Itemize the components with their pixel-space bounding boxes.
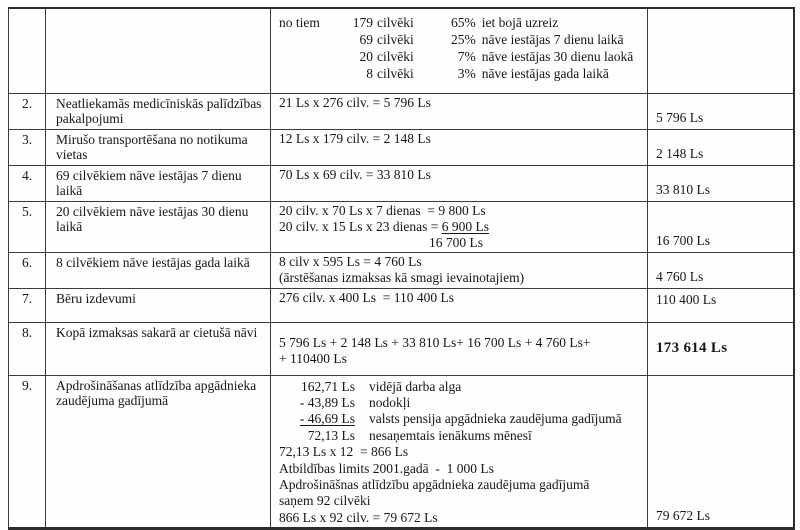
row-calculation-cell: [271, 375, 648, 529]
calc-line-prefix: 20 cilv. x 15 Ls x 23 dienas =: [279, 218, 442, 234]
breakdown-percent: 7%: [457, 49, 476, 64]
calc-subtotal-line: 16 700 Ls: [429, 234, 483, 250]
calc-line: saņem 92 cilvēki: [279, 493, 371, 509]
table-row-8: [9, 322, 794, 375]
breakdown-prefix: no tiem: [279, 15, 320, 30]
row-calculation-cell: [271, 252, 648, 288]
breakdown-line: [279, 48, 641, 65]
calc-pair-line: [279, 411, 641, 427]
row-total-cell: 5 796 Ls: [648, 93, 794, 129]
pair-label: vidējā darba alga: [369, 378, 462, 394]
breakdown-percent: 25%: [451, 32, 476, 47]
row-description-cell: Kopā izmaksas sakarā ar cietušā nāvi: [46, 322, 271, 375]
pair-amount: 162,71 Ls: [301, 378, 355, 394]
row-total-cell: 16 700 Ls: [648, 201, 794, 252]
breakdown-count: 179: [352, 15, 373, 30]
row-description-cell: Bēru izdevumi: [46, 288, 271, 322]
grand-total-value: 173 614 Ls: [656, 339, 728, 356]
calc-pair-line: [279, 428, 641, 444]
table-row-5: [9, 201, 794, 252]
table-row-continuation: [9, 8, 794, 93]
calc-line: 12 Ls x 179 cilv. = 2 148 Ls: [279, 130, 431, 146]
row-total-cell: 33 810 Ls: [648, 165, 794, 201]
casualty-breakdown: [279, 10, 641, 82]
calc-line: 72,13 Ls x 12 = 866 Ls: [279, 444, 409, 460]
row-description-cell: Apdrošināšanas atlīdzība apgādnieka zaudējuma gadījumā: [46, 375, 271, 529]
row-description-cell: Neatliekamās medicīniskās palīdzības pakalpojumi: [46, 93, 271, 129]
calc-line: Atbildības limits 2001.gadā - 1 000 Ls: [279, 460, 494, 476]
breakdown-text: nāve iestājas gada laikā: [481, 66, 609, 81]
row-calculation-cell: [271, 129, 648, 165]
row-description-cell: 20 cilvēkiem nāve iestājas 30 dienu laikā: [46, 201, 271, 252]
row-description-cell: 8 cilvēkiem nāve iestājas gada laikā: [46, 252, 271, 288]
table-row-6: [9, 252, 794, 288]
breakdown-percent: 65%: [451, 15, 476, 30]
row-number-cell: 2.: [9, 93, 46, 129]
table-row-7: [9, 288, 794, 322]
table-row-3: [9, 129, 794, 165]
calc-underlined-sum: 6 900 Ls: [441, 218, 489, 234]
calc-line: [279, 219, 641, 235]
breakdown-text: nāve iestājas 30 dienu laokā: [481, 49, 634, 64]
row-number-cell: 5.: [9, 201, 46, 252]
breakdown-text: iet bojā uzreiz: [481, 15, 559, 30]
pair-label: nesaņemtais ienākums mēnesī: [369, 427, 532, 443]
breakdown-unit: cilvēki: [377, 32, 414, 47]
calc-line: Apdrošināšnas atlīdzību apgādnieka zaudējuma gadījumā: [279, 476, 590, 492]
row-number-cell: [9, 8, 46, 93]
row-number-cell: 3.: [9, 129, 46, 165]
calc-line: 5 796 Ls + 2 148 Ls + 33 810 Ls+ 16 700 Ls + 4 760 Ls+: [279, 334, 591, 350]
row-number-cell: 6.: [9, 252, 46, 288]
calc-line: 866 Ls x 92 cilv. = 79 672 Ls: [279, 509, 438, 525]
calc-line: 276 cilv. x 400 Ls = 110 400 Ls: [279, 289, 454, 305]
row-total-cell: 4 760 Ls: [648, 252, 794, 288]
row-number-cell: 7.: [9, 288, 46, 322]
row-calculation-cell: [271, 201, 648, 252]
breakdown-line: [279, 65, 641, 82]
row-number-cell: 9.: [9, 375, 46, 529]
breakdown-line: [279, 31, 641, 48]
breakdown-count: 69: [359, 32, 373, 47]
row-description-cell: Mirušo transportēšana no notikuma vietas: [46, 129, 271, 165]
row-calculation-cell: [271, 8, 648, 93]
table-row-4: [9, 165, 794, 201]
row-total-cell: [648, 322, 794, 375]
table-row-9: [9, 375, 794, 529]
pair-label: valsts pensija apgādnieka zaudējuma gadījumā: [369, 411, 622, 427]
calc-sum-block: [279, 324, 641, 367]
calc-pair-line: [279, 379, 641, 395]
calc-line: + 110400 Ls: [279, 350, 347, 366]
breakdown-unit: cilvēki: [377, 66, 414, 81]
pair-amount-underlined: - 46,69 Ls: [299, 411, 355, 427]
calc-line: 20 cilv. x 70 Ls x 7 dienas = 9 800 Ls: [279, 202, 486, 218]
breakdown-count: 20: [359, 49, 373, 64]
row-calculation-cell: [271, 165, 648, 201]
calc-line: 8 cilv x 595 Ls = 4 760 Ls: [279, 253, 422, 269]
pair-amount: 72,13 Ls: [307, 427, 355, 443]
row-calculation-cell: [271, 288, 648, 322]
row-calculation-cell: [271, 93, 648, 129]
row-description-cell: [46, 8, 271, 93]
table-row-2: [9, 93, 794, 129]
breakdown-unit: cilvēki: [377, 49, 414, 64]
breakdown-count: 8: [366, 66, 373, 81]
calc-note-line: (ārstēšanas izmaksas kā smagi ievainotajiem): [279, 269, 525, 285]
breakdown-line: [279, 14, 641, 31]
row-calculation-cell: [271, 322, 648, 375]
row-total-cell: 2 148 Ls: [648, 129, 794, 165]
pair-amount: - 43,89 Ls: [299, 394, 355, 410]
breakdown-text: nāve iestājas 7 dienu laikā: [481, 32, 624, 47]
breakdown-unit: cilvēki: [377, 15, 414, 30]
calc-line: 70 Ls x 69 cilv. = 33 810 Ls: [279, 166, 431, 182]
row-total-cell: 110 400 Ls: [648, 288, 794, 322]
calc-pair-line: [279, 395, 641, 411]
calc-line: 21 Ls x 276 cilv. = 5 796 Ls: [279, 94, 431, 110]
row-description-cell: 69 cilvēkiem nāve iestājas 7 dienu laikā: [46, 165, 271, 201]
row-number-cell: 8.: [9, 322, 46, 375]
row-total-cell: [648, 8, 794, 93]
row-total-cell: 79 672 Ls: [648, 375, 794, 529]
breakdown-percent: 3%: [457, 66, 476, 81]
benefit-calculation-block: [279, 377, 641, 527]
cost-calculation-table: [8, 7, 795, 530]
row-number-cell: 4.: [9, 165, 46, 201]
pair-label: nodokļi: [369, 394, 411, 410]
